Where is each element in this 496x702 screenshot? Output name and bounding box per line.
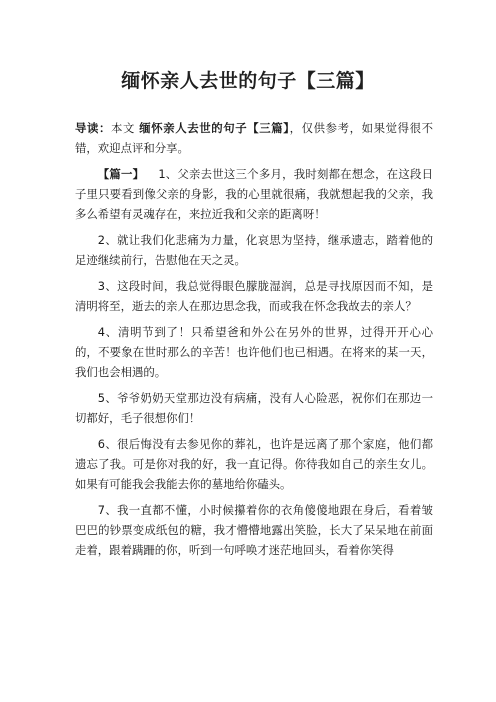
intro-prefix: 本文: [111, 121, 136, 135]
intro-paragraph: [75, 118, 433, 158]
intro-label: 导读：: [75, 121, 112, 135]
document-body: [75, 118, 433, 566]
paragraph-3: 3、这段时间，我总觉得眼色朦胧湿润，总是寻找原因而不知，是清明将至，逝去的亲人在那边思念我，而或我在怀念我故去的亲人？: [75, 279, 433, 313]
paragraph-5: 5、爷爷奶奶天堂那边没有病痛，没有人心险恶，祝你们在那边一切都好，毛子很想你们！: [75, 391, 433, 425]
paragraph-1-text: 1、父亲去世这三个多月，我时刻都在想念，在这段日子里只要看到像父亲的身影，我的心里就很痛，我就想起我的父亲，我多么希望有灵魂存在，来拉近我和父亲的距离呀！: [75, 167, 433, 221]
paragraph-4: 4、清明节到了！只希望爸和外公在另外的世界，过得开开心心的，不要象在世时那么的辛苦！也许他们也已相遇。在将来的某一天，我们也会相遇的。: [75, 325, 433, 379]
section-tag: 【篇一】: [97, 167, 145, 181]
paragraph-7: 7、我一直都不懂，小时候攥着你的衣角傻傻地跟在身后，看着皱巴巴的钞票变成纸包的糖，我才懵懵地露出笑脸，长大了呆呆地在前面走着，跟着蹒跚的你，听到一句呼唤才迷茫地回头，看着你笑得: [75, 503, 433, 557]
paragraph-6: 6、很后悔没有去参见你的葬礼，也许是远离了那个家庭，他们都遗忘了我。可是你对我的好，我一直记得。你待我如自己的亲生女儿。如果有可能我会我能去你的墓地给你磕头。: [75, 437, 433, 491]
intro-doc-title: 缅怀亲人去世的句子【三篇】: [139, 121, 290, 135]
paragraph-2: 2、就让我们化悲痛为力量，化哀思为坚持，继承遗志，踏着他的足迹继续前行，告慰他在天之灵。: [75, 233, 433, 267]
intro-suffix: ，仅供参考，如果觉得很不错，欢迎点评和分享。: [75, 121, 433, 155]
page-title: 缅怀亲人去世的句子【三篇】: [121, 70, 375, 92]
paragraph-1: [75, 164, 433, 224]
